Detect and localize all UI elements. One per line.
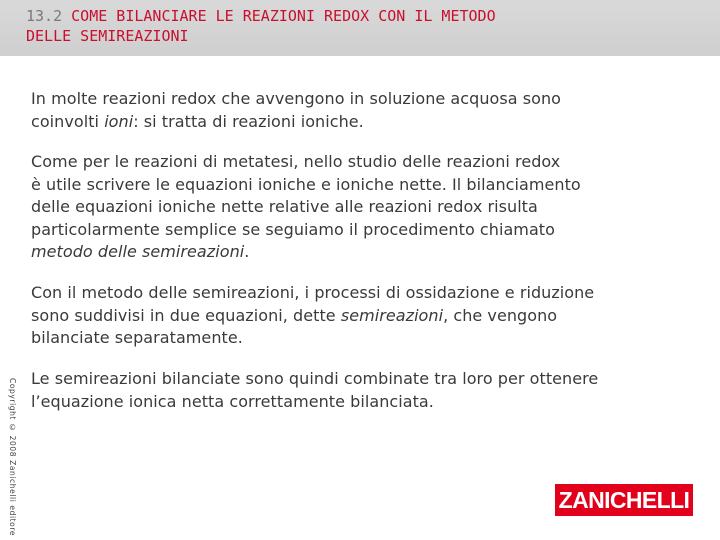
text-line: bilanciate separatamente. (31, 328, 243, 347)
text-line: Con il metodo delle semireazioni, i processi di ossidazione e riduzione (31, 283, 595, 302)
text-line: delle equazioni ioniche nette relative alle reazioni redox risulta (31, 197, 538, 216)
text-line: Come per le reazioni di metatesi, nello studio delle reazioni redox (31, 152, 561, 171)
text-line: Le semireazioni bilanciate sono quindi combinate tra loro per ottenere (31, 369, 599, 388)
title-line-2: DELLE SEMIREAZIONI (26, 27, 189, 45)
paragraph-method (31, 151, 701, 264)
emphasis-metodo: metodo delle semireazioni (31, 242, 245, 261)
emphasis-semireazioni: semireazioni (340, 305, 444, 325)
text-line: In molte reazioni redox che avvengono in soluzione acquosa sono (31, 89, 561, 108)
title-number: 13.2 (26, 7, 63, 25)
paragraph-half-reactions (31, 282, 701, 350)
copyright-notice: Copyright © 2008 Zanichelli editore (8, 378, 17, 537)
zanichelli-logo: ZANICHELLI (555, 484, 693, 516)
text-line: sono suddivisi in due equazioni, dette (31, 305, 341, 325)
text-line: particolarmente semplice se seguiamo il procedimento chiamato (31, 219, 555, 239)
emphasis-ioni: ioni (104, 111, 134, 131)
text-line: è utile scrivere le equazioni ioniche e ioniche nette. Il bilanciamento (31, 174, 581, 194)
paragraph-combination (31, 368, 701, 413)
text-line: l’equazione ionica netta correttamente bilanciata. (31, 391, 434, 411)
title-bar (0, 0, 720, 56)
slide-title (26, 6, 706, 46)
text-line: : si tratta di reazioni ioniche. (133, 111, 364, 131)
text-line: . (244, 242, 250, 261)
text-line: coinvolti (31, 111, 105, 131)
paragraph-ions (31, 88, 701, 133)
title-line-1: COME BILANCIARE LE REAZIONI REDOX CON IL METODO (71, 7, 496, 25)
text-line: , che vengono (443, 305, 558, 325)
